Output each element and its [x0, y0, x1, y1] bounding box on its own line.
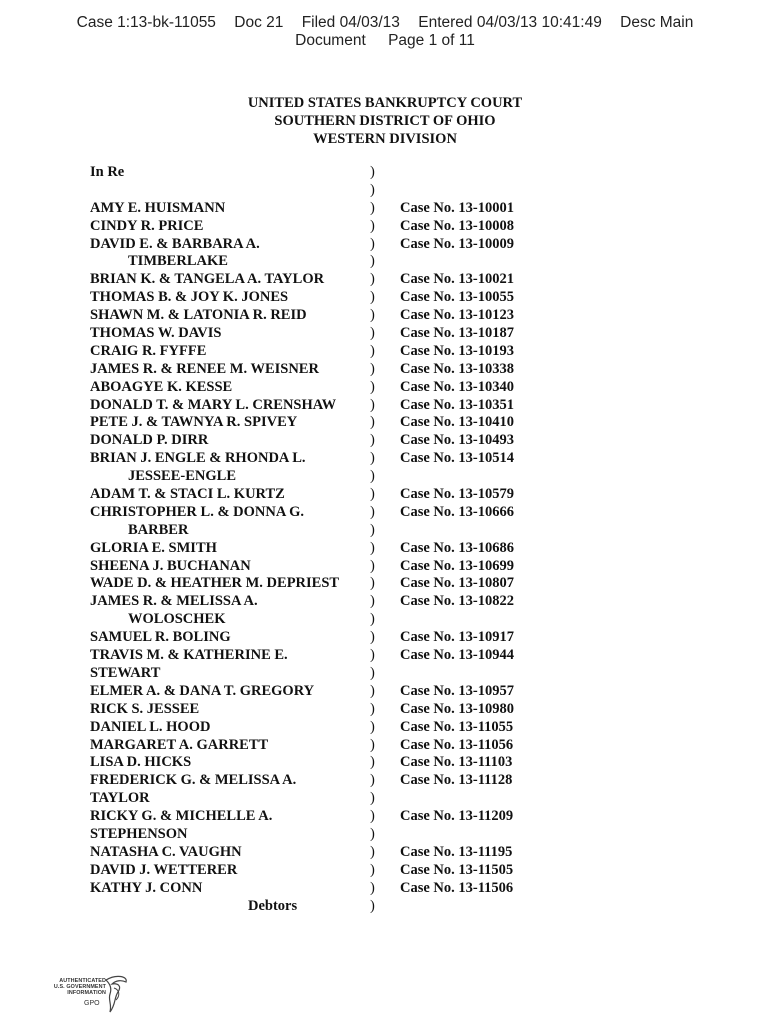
caption-row: [90, 432, 610, 450]
caption-row: [90, 200, 610, 218]
caption-parenthesis: ): [370, 181, 375, 198]
debtor-name: AMY E. HUISMANN: [90, 199, 226, 216]
debtors-label: Debtors: [248, 897, 298, 914]
caption-row: [90, 647, 610, 665]
caption-row: [90, 253, 610, 271]
caption-parenthesis: ): [370, 432, 375, 449]
debtor-name: LISA D. HICKS: [90, 754, 192, 771]
debtor-name: STEWART: [90, 664, 161, 681]
doc-number-stamp: Doc 21: [234, 14, 284, 31]
court-division: WESTERN DIVISION: [313, 131, 457, 147]
caption-parenthesis: ): [370, 521, 375, 538]
debtor-name: WOLOSCHEK: [128, 611, 226, 628]
case-number: Case No. 13-10340: [400, 378, 514, 395]
debtor-name: CRAIG R. FYFFE: [90, 342, 207, 359]
caption-row: [90, 558, 610, 576]
case-number: Case No. 13-11103: [400, 754, 513, 771]
gpo-logo-line: AUTHENTICATED: [59, 978, 106, 984]
caption-row: [90, 826, 610, 844]
caption-parenthesis: ): [370, 647, 375, 664]
debtor-name: THOMAS W. DAVIS: [90, 325, 222, 342]
case-number: Case No. 13-10123: [400, 307, 514, 324]
case-number: Case No. 13-10351: [400, 396, 514, 413]
caption-row: [90, 844, 610, 862]
caption-row: [90, 379, 610, 397]
case-number: Case No. 13-10021: [400, 271, 514, 288]
case-number-stamp: Case 1:13-bk-11055: [76, 14, 216, 31]
case-number: Case No. 13-11195: [400, 843, 513, 860]
caption-row: [90, 164, 610, 182]
gpo-logo-line: INFORMATION: [67, 990, 106, 997]
caption-parenthesis: ): [370, 629, 375, 646]
caption-parenthesis: ): [370, 611, 375, 628]
case-number: Case No. 13-11128: [400, 772, 513, 789]
entered-date-stamp: Entered 04/03/13 10:41:49: [418, 14, 602, 31]
case-number: Case No. 13-10008: [400, 217, 514, 234]
gpo-logo-line: U.S. GOVERNMENT: [53, 984, 106, 991]
caption-parenthesis: ): [370, 879, 375, 896]
caption-row: [90, 271, 610, 289]
page-count-stamp: Page 1 of 11: [388, 32, 475, 49]
court-district: SOUTHERN DISTRICT OF OHIO: [274, 113, 496, 129]
case-number: Case No. 13-11056: [400, 736, 514, 753]
caption-parenthesis: ): [370, 289, 375, 306]
court-heading: [0, 94, 770, 148]
caption-row: [90, 898, 610, 916]
caption-parenthesis: ): [370, 235, 375, 252]
debtor-name: WADE D. & HEATHER M. DEPRIEST: [90, 575, 340, 592]
court-name: UNITED STATES BANKRUPTCY COURT: [247, 95, 523, 111]
debtor-name: DAVID J. WETTERER: [90, 861, 238, 878]
debtor-name: NATASHA C. VAUGHN: [90, 843, 242, 860]
case-number: Case No. 13-10579: [400, 486, 514, 503]
caption-parenthesis: ): [370, 378, 375, 395]
caption-parenthesis: ): [370, 664, 375, 681]
debtor-name: SAMUEL R. BOLING: [90, 629, 231, 646]
caption-parenthesis: ): [370, 342, 375, 359]
caption-parenthesis: ): [370, 772, 375, 789]
case-number: Case No. 13-10493: [400, 432, 514, 449]
caption-row: [90, 611, 610, 629]
debtor-name: BARBER: [128, 521, 189, 538]
case-number: Case No. 13-10686: [400, 539, 514, 556]
debtor-name: MARGARET A. GARRETT: [90, 736, 269, 753]
caption-parenthesis: ): [370, 468, 375, 485]
caption-row: [90, 575, 610, 593]
gpo-authentication-logo: [44, 974, 134, 1018]
case-number: Case No. 13-10055: [400, 289, 514, 306]
caption-row: [90, 683, 610, 701]
case-number: Case No. 13-10338: [400, 360, 514, 377]
caption-row: [90, 522, 610, 540]
desc-stamp: Desc Main: [620, 14, 694, 31]
caption-row: [90, 414, 610, 432]
caption-row: [90, 737, 610, 755]
caption-parenthesis: ): [370, 790, 375, 807]
debtor-name: ABOAGYE K. KESSE: [90, 378, 233, 395]
caption-row: [90, 236, 610, 254]
case-number: Case No. 13-10699: [400, 557, 514, 574]
case-number: Case No. 13-10187: [400, 325, 514, 342]
debtor-name: STEPHENSON: [90, 825, 188, 842]
debtor-name: RICK S. JESSEE: [90, 700, 200, 717]
caption-row: [90, 450, 610, 468]
debtor-name: GLORIA E. SMITH: [90, 539, 217, 556]
debtor-name: BRIAN J. ENGLE & RHONDA L.: [90, 450, 306, 467]
debtor-name: KATHY J. CONN: [90, 879, 203, 896]
caption-row: [90, 862, 610, 880]
caption-parenthesis: ): [370, 396, 375, 413]
case-caption: [90, 164, 610, 915]
caption-row: [90, 289, 610, 307]
caption-parenthesis: ): [370, 307, 375, 324]
caption-row: [90, 665, 610, 683]
case-number: Case No. 13-10944: [400, 647, 514, 664]
case-number: Case No. 13-11505: [400, 861, 514, 878]
caption-row: [90, 361, 610, 379]
caption-row: [90, 719, 610, 737]
caption-parenthesis: ): [370, 557, 375, 574]
caption-row: [90, 880, 610, 898]
case-number: Case No. 13-11055: [400, 718, 514, 735]
caption-parenthesis: ): [370, 575, 375, 592]
caption-parenthesis: ): [370, 808, 375, 825]
case-number: Case No. 13-10514: [400, 450, 514, 467]
caption-parenthesis: ): [370, 253, 375, 270]
debtor-name: FREDERICK G. & MELISSA A.: [90, 772, 297, 789]
caption-row: [90, 754, 610, 772]
caption-row: [90, 397, 610, 415]
caption-parenthesis: ): [370, 843, 375, 860]
caption-row: [90, 325, 610, 343]
case-number: Case No. 13-10193: [400, 342, 514, 359]
debtor-name: JAMES R. & MELISSA A.: [90, 593, 258, 610]
document-label-stamp: Document: [295, 32, 366, 49]
case-number: Case No. 13-10807: [400, 575, 514, 592]
filed-date-stamp: Filed 04/03/13: [301, 14, 400, 31]
caption-parenthesis: ): [370, 164, 375, 180]
case-number: Case No. 13-10980: [400, 700, 514, 717]
case-number: Case No. 13-10009: [400, 235, 514, 252]
caption-row: [90, 468, 610, 486]
debtor-name: CINDY R. PRICE: [90, 217, 204, 234]
debtor-name: JESSEE-ENGLE: [128, 468, 236, 485]
debtor-name: In Re: [90, 164, 125, 180]
caption-row: [90, 772, 610, 790]
caption-parenthesis: ): [370, 450, 375, 467]
caption-parenthesis: ): [370, 682, 375, 699]
debtor-name: THOMAS B. & JOY K. JONES: [90, 289, 289, 306]
caption-row: [90, 504, 610, 522]
ecf-header-stamp: [0, 14, 770, 50]
caption-row: [90, 486, 610, 504]
gpo-mark-text: GPO: [84, 1000, 100, 1007]
caption-parenthesis: ): [370, 217, 375, 234]
case-number: Case No. 13-10822: [400, 593, 514, 610]
caption-parenthesis: ): [370, 754, 375, 771]
caption-parenthesis: ): [370, 325, 375, 342]
caption-parenthesis: ): [370, 718, 375, 735]
case-number: Case No. 13-10666: [400, 503, 514, 520]
case-number: Case No. 13-10410: [400, 414, 514, 431]
case-number: Case No. 13-10001: [400, 199, 514, 216]
caption-parenthesis: ): [370, 861, 375, 878]
caption-row: [90, 218, 610, 236]
caption-parenthesis: ): [370, 271, 375, 288]
case-number: Case No. 13-10957: [400, 682, 514, 699]
caption-parenthesis: ): [370, 700, 375, 717]
case-number: Case No. 13-11209: [400, 808, 514, 825]
debtor-name: CHRISTOPHER L. & DONNA G.: [90, 503, 305, 520]
debtor-name: ELMER A. & DANA T. GREGORY: [90, 682, 315, 699]
caption-row: [90, 307, 610, 325]
caption-parenthesis: ): [370, 825, 375, 842]
debtor-name: SHAWN M. & LATONIA R. REID: [90, 307, 307, 324]
caption-parenthesis: ): [370, 360, 375, 377]
debtor-name: DANIEL L. HOOD: [90, 718, 211, 735]
caption-parenthesis: ): [370, 486, 375, 503]
debtor-name: BRIAN K. & TANGELA A. TAYLOR: [90, 271, 325, 288]
case-number: Case No. 13-10917: [400, 629, 514, 646]
debtor-name: PETE J. & TAWNYA R. SPIVEY: [90, 414, 298, 431]
debtor-name: TIMBERLAKE: [128, 253, 228, 270]
caption-parenthesis: ): [370, 199, 375, 216]
caption-parenthesis: ): [370, 414, 375, 431]
caption-parenthesis: ): [370, 539, 375, 556]
eagle-icon: [102, 974, 132, 1018]
debtor-name: SHEENA J. BUCHANAN: [90, 557, 251, 574]
caption-row: [90, 540, 610, 558]
debtor-name: RICKY G. & MICHELLE A.: [90, 808, 273, 825]
caption-row: [90, 182, 610, 200]
caption-parenthesis: ): [370, 593, 375, 610]
caption-row: [90, 343, 610, 361]
debtor-name: DONALD P. DIRR: [90, 432, 209, 449]
case-number: Case No. 13-11506: [400, 879, 514, 896]
caption-parenthesis: ): [370, 897, 375, 914]
caption-parenthesis: ): [370, 503, 375, 520]
caption-row: [90, 593, 610, 611]
debtor-name: DONALD T. & MARY L. CRENSHAW: [90, 396, 337, 413]
caption-row: [90, 790, 610, 808]
debtor-name: ADAM T. & STACI L. KURTZ: [90, 486, 285, 503]
debtor-name: TAYLOR: [90, 790, 150, 807]
debtor-name: TRAVIS M. & KATHERINE E.: [90, 647, 288, 664]
caption-parenthesis: ): [370, 736, 375, 753]
debtor-name: DAVID E. & BARBARA A.: [90, 235, 260, 252]
caption-row: [90, 629, 610, 647]
caption-row: [90, 701, 610, 719]
gpo-logo-text: [44, 978, 106, 997]
debtor-name: JAMES R. & RENEE M. WEISNER: [90, 360, 319, 377]
caption-row: [90, 808, 610, 826]
